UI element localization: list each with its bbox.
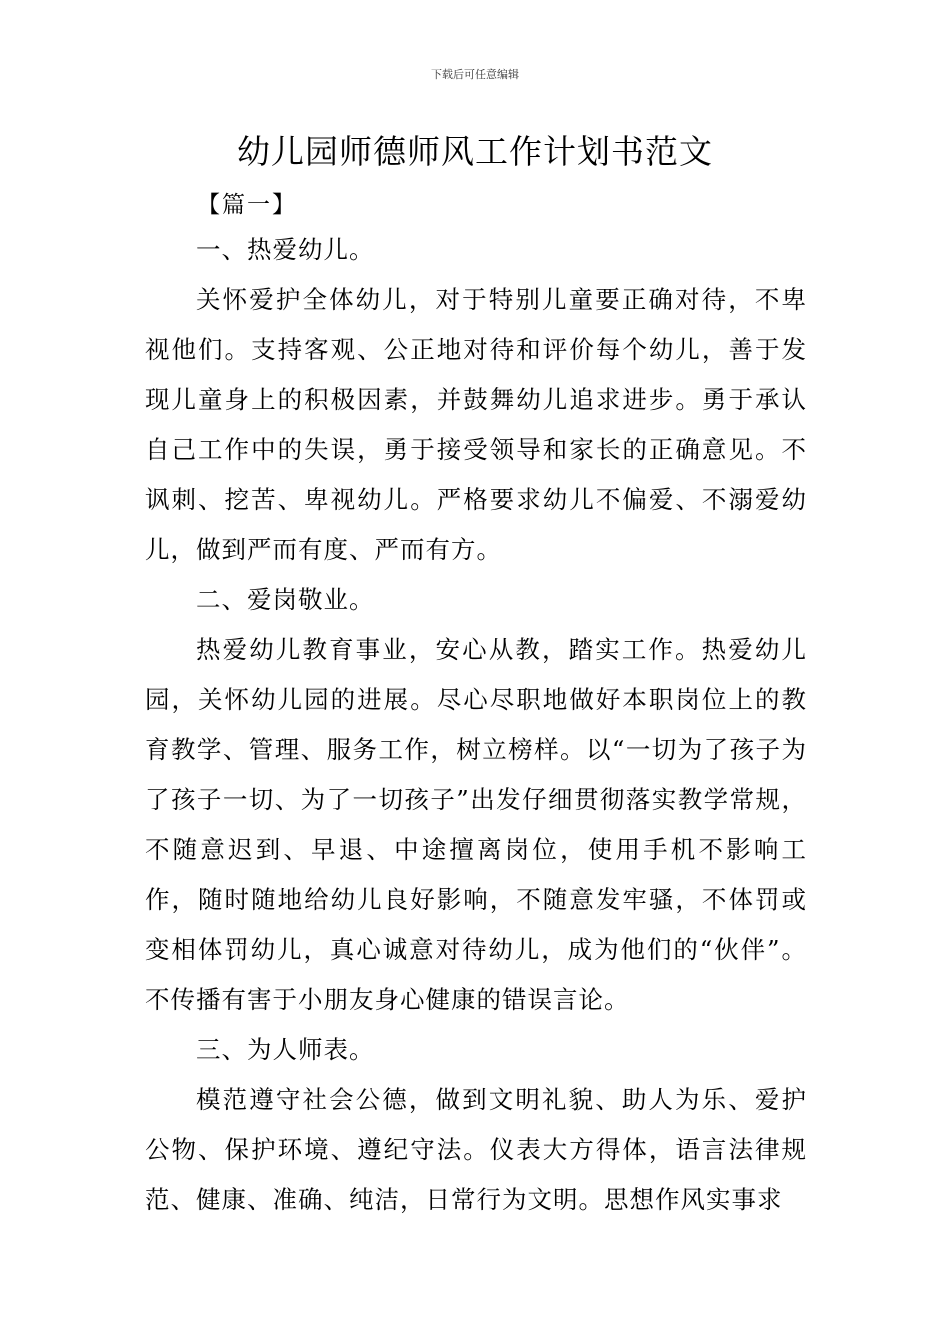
- document-body: [145, 225, 807, 1225]
- heading-role-model: 三、为人师表。: [196, 1035, 375, 1064]
- heading-dedication: 二、爱岗敬业。: [196, 585, 375, 614]
- paragraph-role-model: 模范遵守社会公德，做到文明礼貌、助人为乐、爱护公物、保护环境、遵纪守法。仪表大方得体，语言法律规范、健康、准确、纯洁，日常行为文明。思想作风实事求: [145, 1085, 807, 1214]
- paragraph-dedication: 热爱幼儿教育事业，安心从教，踏实工作。热爱幼儿园，关怀幼儿园的进展。尽心尽职地做好本职岗位上的教育教学、管理、服务工作，树立榜样。以“一切为了孩子为了孩子一切、为了一切孩子”出发仔细贯彻落实教学常规，不随意迟到、早退、中途擅离岗位，使用手机不影响工作，随时随地给幼儿良好影响，不随意发牢骚，不体罚或变相体罚幼儿，真心诚意对待幼儿，成为他们的“伙伴”。不传播有害于小朋友身心健康的错误言论。: [145, 635, 807, 1014]
- heading-love-children: 一、热爱幼儿。: [196, 235, 375, 264]
- paragraph-love-children: 关怀爱护全体幼儿，对于特别儿童要正确对待，不卑视他们。支持客观、公正地对待和评价每个幼儿，善于发现儿童身上的积极因素，并鼓舞幼儿追求进步。勇于承认自己工作中的失误，勇于接受领导和家长的正确意见。不讽刺、挖苦、卑视幼儿。严格要求幼儿不偏爱、不溺爱幼儿，做到严而有度、严而有方。: [145, 285, 807, 564]
- page-header-note: 下载后可任意编辑: [431, 68, 519, 81]
- section-label: 【篇一】: [197, 192, 297, 218]
- document-title: 幼儿园师德师风工作计划书范文: [237, 132, 713, 171]
